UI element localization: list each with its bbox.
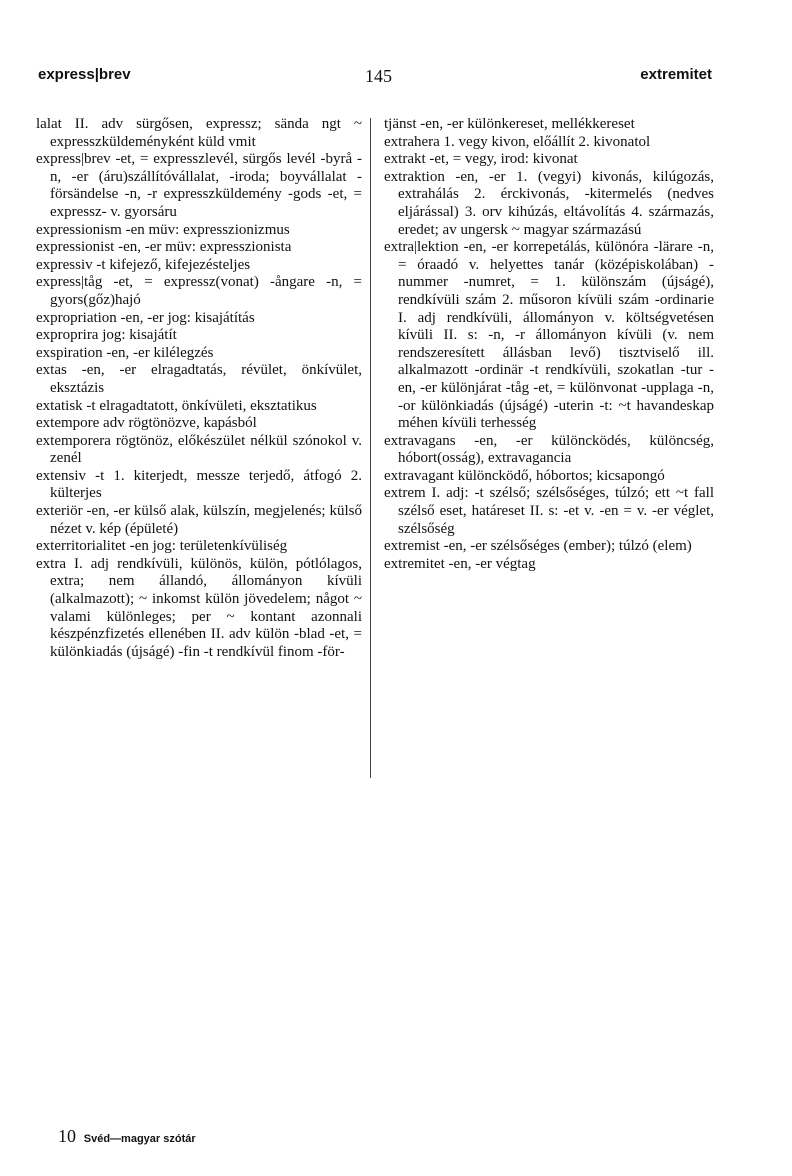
dictionary-entry: expressionism -en müv: expresszionizmus [36,221,290,238]
dictionary-entry: exterritorialitet -en jog: területenkívüliség [36,538,288,555]
dictionary-entry: extravagans -en, -er különcködés, különcség, hóbort(osság), extravagancia [384,432,714,467]
dictionary-entry: extensiv -t 1. kiterjedt, messze terjedő, átfogó 2. külterjes [36,467,362,502]
dictionary-entry: express|brev -et, = expresszlevél, sürgős levél -byrå -n, -er (áru)szállítóvállalat, -iroda; boyvállalat -försändelse -n, -r expresszküldemény -gods -et, = expressz- v. gyorsáru [36,151,362,220]
dictionary-entry: lalat II. adv sürgősen, expressz; sända ngt ~ expresszküldeményként küld vmit [36,116,362,150]
dictionary-entry: extemporera rögtönöz, előkészület nélkül szónokol v. zenél [36,432,362,467]
right-guide-word: extremitet [640,66,712,83]
dictionary-entry: extremitet -en, -er végtag [384,555,536,572]
dictionary-entry: extrem I. adj: -t szélső; szélsőséges, túlzó; ett ~t fall szélső eset, határeset II. s: -et v. -en = v. -er véglet, szélsőség [384,485,714,537]
signature-line [58,1126,196,1147]
dictionary-entry: expropriation -en, -er jog: kisajátítás [36,309,255,326]
page-header [38,66,712,90]
dictionary-entry: extempore adv rögtönözve, kapásból [36,415,257,432]
dictionary-entry: extraktion -en, -er 1. (vegyi) kivonás, kilúgozás, extrahálás 2. érckivonás, -kitermelés (nedves eljárással) 3. orv kihúzás, eltávolítás 4. származás, eredet; av ungersk ~ magyar származású [384,168,714,238]
signature-text: Svéd—magyar szótár [83,1133,196,1145]
left-guide-word: express|brev [38,66,131,83]
dictionary-entry: exteriör -en, -er külső alak, külszín, megjelenés; külső nézet v. kép (épületé) [36,503,362,537]
dictionary-entry: extra|lektion -en, -er korrepetálás, különóra -lärare -n, = óraadó v. helyettes tanár (középiskolában) -nummer -numret, = 1. különszám (újságé), rendkívüli szám 2. műsoron kívüli szám -ordinarie I. adj rendkívüli, állományon v. költségvetésen kívüli II. s: -n, -r állományon kívüli (v. nem rendszeresített állásban levő) tisztviselő ill. alkalmazott -ordinär -t rendkívüli, szokatlan -tur -en, -er különjárat -tåg -et, = különvonat -upplaga -n, -or különkiadás (újságé) -uterin -t: ~t havandeskap méhen kívüli terhesség [384,239,714,432]
dictionary-entry: extatisk -t elragadtatott, önkívületi, eksztatikus [36,397,317,414]
dictionary-entry: exproprira jog: kisajátít [36,327,177,344]
dictionary-entry: expressionist -en, -er müv: expresszionista [36,239,292,256]
dictionary-entry: extremist -en, -er szélsőséges (ember); túlzó (elem) [384,538,692,555]
dictionary-entry: express|tåg -et, = expressz(vonat) -ångare -n, = gyors(gőz)hajó [36,274,362,308]
dictionary-entry: extrahera 1. vegy kivon, előállít 2. kivonatol [384,133,651,150]
right-column [384,116,714,573]
dictionary-entry: extravagant különcködő, hóbortos; kicsapongó [384,467,665,484]
page-number: 145 [365,66,392,86]
dictionary-entry: expressiv -t kifejező, kifejezésteljes [36,256,251,273]
dictionary-entry: extas -en, -er elragadtatás, révület, önkívület, eksztázis [36,362,362,396]
dictionary-entry: exspiration -en, -er kilélegzés [36,344,214,361]
dictionary-entry: tjänst -en, -er különkereset, mellékkereset [384,116,635,132]
left-column [36,116,362,661]
column-divider [370,118,371,778]
dictionary-entry: extra I. adj rendkívüli, különös, külön, pótlólagos, extra; nem állandó, állományon kívüli (alkalmazott); ~ inkomst külön jövedelem; något ~ valami különleges; per ~ kontant azonnali készpénzfizetés ellenében II. adv külön -blad -et, = különkiadás (újságé) -fin -t rendkívül finom -för- [36,555,362,660]
dictionary-entry: extrakt -et, = vegy, irod: kivonat [384,151,578,168]
signature-number: 10 [58,1126,76,1146]
